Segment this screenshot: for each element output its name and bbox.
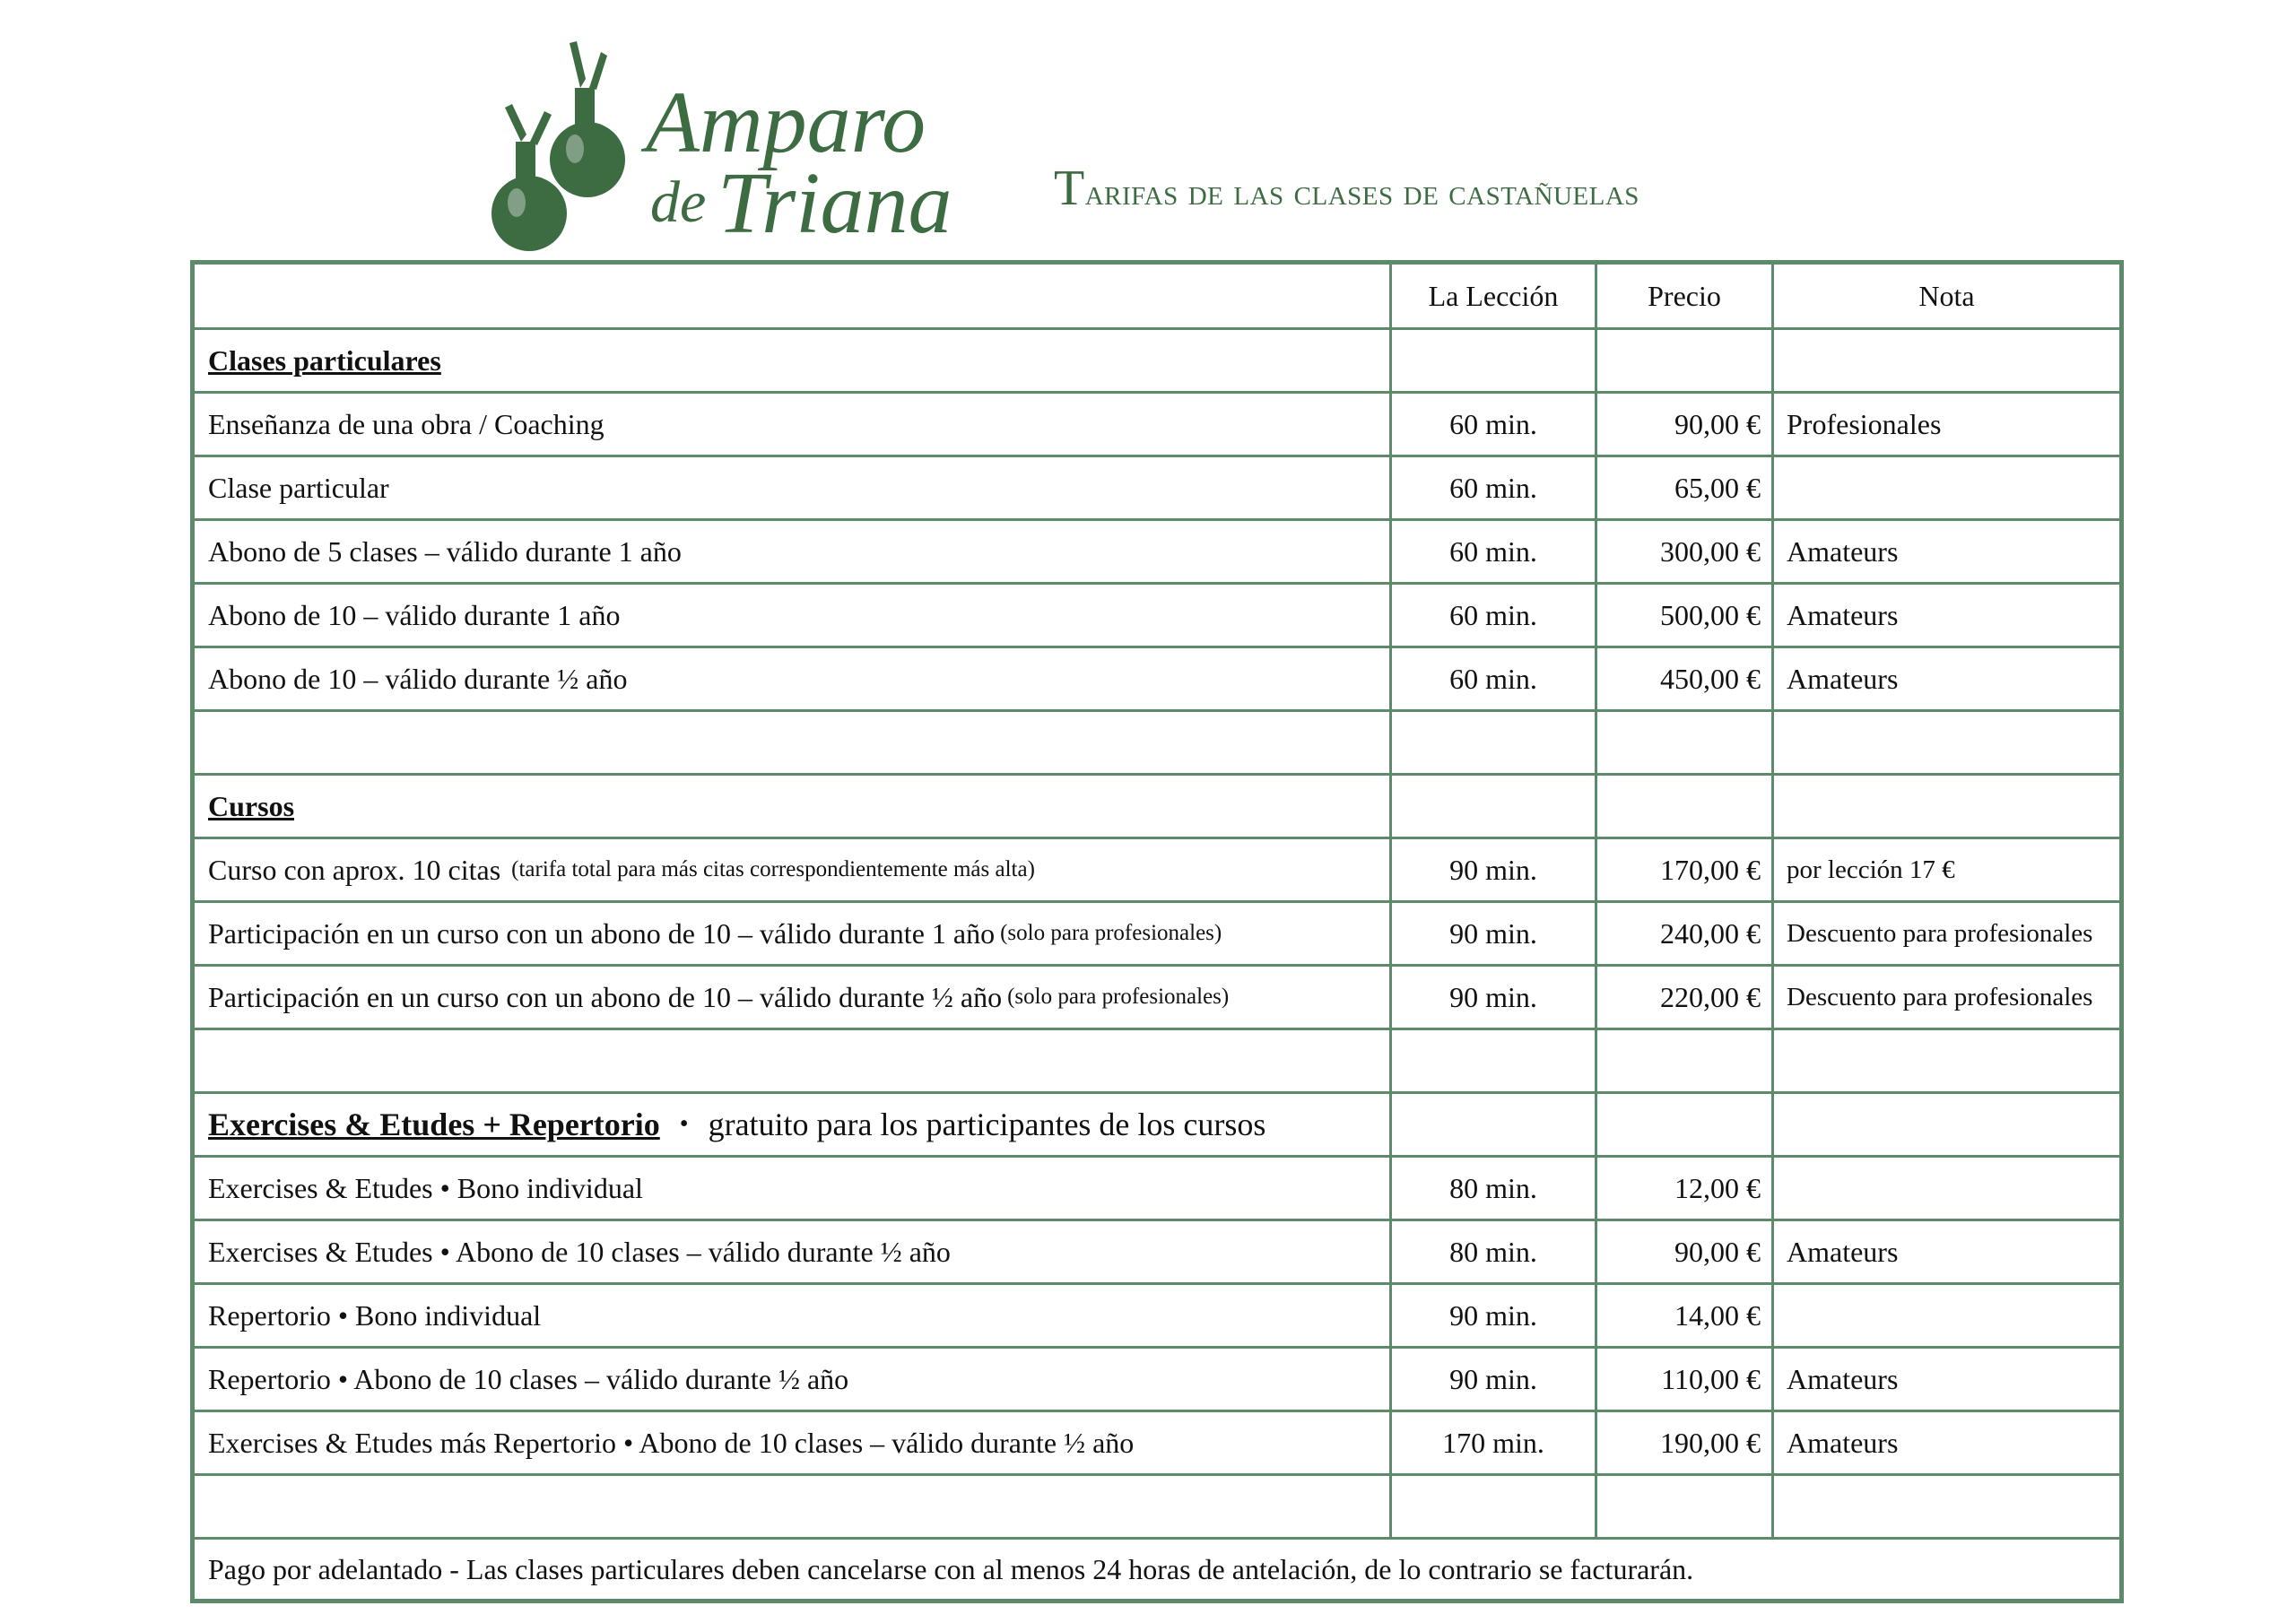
table-row	[195, 967, 2119, 1030]
row-note	[1774, 457, 2119, 518]
table-row	[195, 585, 2119, 648]
payment-note: Pago por adelantado - Las clases particulares deben cancelarse con al menos 24 horas de antelación, de lo contrario se facturarán.	[208, 1552, 1694, 1585]
row-note: Profesionales	[1787, 407, 1942, 440]
row-note: Amateurs	[1787, 1362, 1899, 1395]
page-title-rest: arifas de las clases de castañuelas	[1084, 172, 1639, 213]
table-row	[195, 1285, 2119, 1349]
row-duration: 170 min.	[1392, 1412, 1597, 1473]
table-row	[195, 1349, 2119, 1412]
section-row-particulares	[195, 330, 2119, 394]
row-description: Exercises & Etudes • Bono individual	[195, 1158, 1392, 1219]
row-description: Abono de 10 – válido durante 1 año	[195, 585, 1392, 646]
header-precio-label: Precio	[1648, 279, 1721, 312]
footer-row	[195, 1540, 2119, 1599]
row-price: 220,00 €	[1597, 967, 1774, 1028]
row-description: Repertorio • Abono de 10 clases – válido durante ½ año	[195, 1349, 1392, 1410]
row-note	[1774, 1285, 2119, 1346]
logo-text-de: de	[650, 169, 707, 235]
row-note: Amateurs	[1787, 534, 1899, 568]
row-duration: 90 min.	[1392, 839, 1597, 900]
row-note: por lección 17 €	[1787, 855, 1955, 884]
logo	[489, 34, 952, 258]
row-description-note: (solo para profesionales)	[1000, 921, 1222, 945]
section-title-cursos: Cursos	[208, 789, 295, 822]
row-price: 90,00 €	[1597, 1221, 1774, 1282]
table-row	[195, 903, 2119, 967]
row-note: Descuento para profesionales	[1787, 918, 2093, 948]
empty-row	[195, 1030, 2119, 1094]
row-note: Amateurs	[1787, 1426, 1899, 1459]
row-description: Participación en un curso con un abono de 10 – válido durante ½ año	[208, 980, 1003, 1013]
row-description: Participación en un curso con un abono de 10 – válido durante 1 año	[208, 916, 996, 950]
row-price: 90,00 €	[1597, 394, 1774, 455]
header-description	[195, 265, 1392, 327]
row-duration: 60 min.	[1392, 394, 1597, 455]
row-duration: 60 min.	[1392, 648, 1597, 709]
header-precio	[1597, 265, 1774, 327]
table-row	[195, 394, 2119, 457]
row-price: 12,00 €	[1597, 1158, 1774, 1219]
row-price: 190,00 €	[1597, 1412, 1774, 1473]
header-nota: Nota	[1918, 279, 1975, 312]
castanets-icon	[489, 34, 641, 258]
row-note	[1774, 1158, 2119, 1219]
page-title-first-letter: T	[1054, 161, 1085, 216]
row-price: 65,00 €	[1597, 457, 1774, 518]
row-duration: 60 min.	[1392, 585, 1597, 646]
header-leccion: La Lección	[1392, 265, 1597, 327]
logo-text-amparo: Amparo	[646, 74, 926, 171]
table-header-row	[195, 265, 2119, 330]
table-row	[195, 1412, 2119, 1476]
row-note: Amateurs	[1787, 662, 1899, 695]
row-price: 240,00 €	[1597, 903, 1774, 964]
section-exercises-note: gratuito para los participantes de los cursos	[708, 1107, 1266, 1142]
row-description-cell	[195, 967, 1392, 1028]
bullet-separator: •	[679, 1110, 689, 1138]
row-note: Amateurs	[1787, 1235, 1899, 1268]
row-description: Curso con aprox. 10 citas	[208, 853, 501, 886]
row-price: 500,00 €	[1597, 585, 1774, 646]
empty-row	[195, 712, 2119, 776]
row-duration: 80 min.	[1392, 1221, 1597, 1282]
table-row	[195, 648, 2119, 712]
row-price: 110,00 €	[1597, 1349, 1774, 1410]
row-description: Clase particular	[195, 457, 1392, 518]
price-table	[190, 260, 2124, 1603]
row-price: 300,00 €	[1597, 521, 1774, 582]
row-duration: 90 min.	[1392, 1285, 1597, 1346]
table-row	[195, 839, 2119, 903]
row-description-note: (solo para profesionales)	[1007, 985, 1230, 1009]
section-title-exercises: Exercises & Etudes + Repertorio	[208, 1107, 660, 1142]
section-title-particulares: Clases particulares	[208, 343, 441, 377]
table-row	[195, 1221, 2119, 1285]
row-description: Abono de 10 – válido durante ½ año	[195, 648, 1392, 709]
section-row-cursos	[195, 776, 2119, 839]
row-note: Descuento para profesionales	[1787, 982, 2093, 1011]
row-description: Enseñanza de una obra / Coaching	[195, 394, 1392, 455]
row-duration: 80 min.	[1392, 1158, 1597, 1219]
row-description-cell	[195, 839, 1392, 900]
table-row	[195, 521, 2119, 585]
row-description: Repertorio • Bono individual	[195, 1285, 1392, 1346]
table-row	[195, 1158, 2119, 1221]
row-description-cell	[195, 903, 1392, 964]
row-duration: 90 min.	[1392, 1349, 1597, 1410]
row-note: Amateurs	[1787, 598, 1899, 631]
page-title	[1054, 160, 1639, 217]
row-description: Exercises & Etudes más Repertorio • Abono de 10 clases – válido durante ½ año	[195, 1412, 1392, 1473]
logo-text-triana: Triana	[718, 155, 952, 252]
row-price: 14,00 €	[1597, 1285, 1774, 1346]
row-duration: 90 min.	[1392, 967, 1597, 1028]
row-description: Exercises & Etudes • Abono de 10 clases – válido durante ½ año	[195, 1221, 1392, 1282]
row-duration: 90 min.	[1392, 903, 1597, 964]
row-price: 170,00 €	[1597, 839, 1774, 900]
row-price: 450,00 €	[1597, 648, 1774, 709]
table-row	[195, 457, 2119, 521]
empty-row	[195, 1476, 2119, 1540]
section-row-exercises	[195, 1094, 2119, 1158]
row-description: Abono de 5 clases – válido durante 1 año	[195, 521, 1392, 582]
row-duration: 60 min.	[1392, 457, 1597, 518]
row-duration: 60 min.	[1392, 521, 1597, 582]
row-description-note: (tarifa total para más citas correspondientemente más alta)	[511, 857, 1035, 881]
